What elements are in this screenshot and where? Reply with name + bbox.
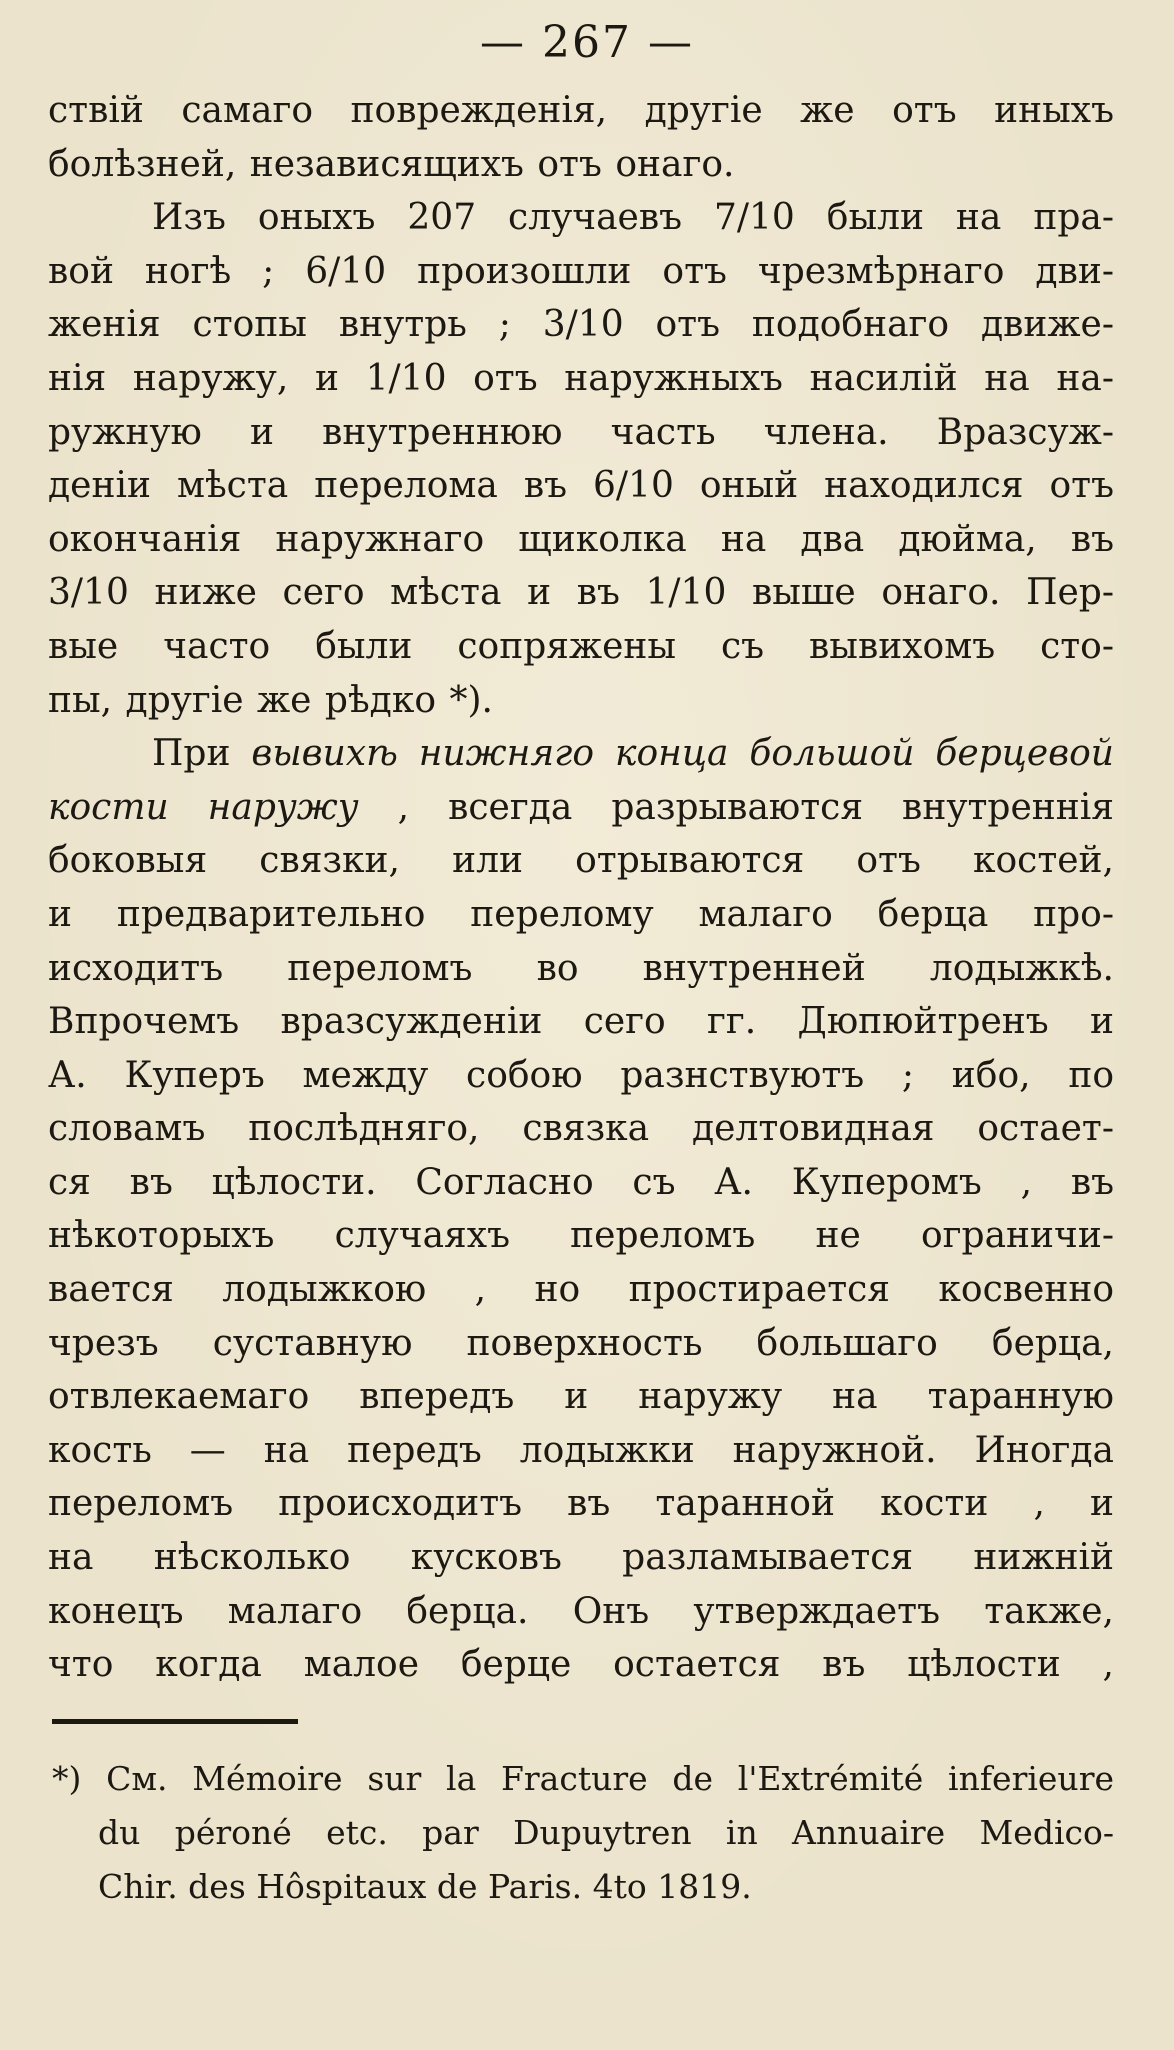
text-line: окончанія наружнаго щиколка на два дюйма, въ <box>48 518 1114 560</box>
text-fragment: , всегда разрываются внутреннія <box>358 786 1114 828</box>
footnote-line: *) См. Mémoire sur la Fracture de l'Extrémité inferieure <box>52 1759 1114 1798</box>
text-line: конецъ малаго берца. Онъ утверждаетъ также, <box>48 1590 1114 1632</box>
text-line: 3/10 ниже сего мѣста и въ 1/10 выше онаго. Пер- <box>48 572 1114 614</box>
text-line: и предварительно перелому малаго берца про- <box>48 893 1114 935</box>
text-line: вой ногѣ ; 6/10 произошли отъ чрезмѣрнаго дви- <box>48 250 1114 292</box>
text-line: что когда малое берце остается въ цѣлости , <box>48 1644 1114 1686</box>
text-line: нѣкоторыхъ случаяхъ переломъ не ограничи- <box>48 1215 1114 1257</box>
main-text <box>48 84 1114 1692</box>
text-line: вается лодыжкою , но простирается косвенно <box>48 1269 1114 1311</box>
text-line: А. Куперъ между собою разнствуютъ ; ибо, по <box>48 1054 1114 1096</box>
footnote-line: du péroné etc. par Dupuytren in Annuaire Medico- <box>98 1813 1114 1852</box>
paragraph-start-line: Изъ оныхъ 207 случаевъ 7/10 были на пра- <box>152 197 1114 239</box>
text-fragment: При <box>152 733 252 775</box>
text-line: женія стопы внутрь ; 3/10 отъ подобнаго движе- <box>48 304 1114 346</box>
text-line: нія наружу, и 1/10 отъ наружныхъ насилій на на- <box>48 357 1114 399</box>
text-line: отвлекаемаго впередъ и наружу на таранную <box>48 1376 1114 1418</box>
text-line: кость — на передъ лодыжки наружной. Иногда <box>48 1429 1114 1471</box>
italic-phrase: кости наружу <box>48 786 359 828</box>
text-line: переломъ происходитъ въ таранной кости , и <box>48 1483 1114 1525</box>
italic-phrase: вывихѣ нижняго конца большой берцевой <box>251 733 1114 775</box>
text-line: чрезъ суставную поверхность большаго берца, <box>48 1322 1114 1364</box>
footnote-rule <box>52 1719 298 1724</box>
text-line: Впрочемъ вразсужденіи сего гг. Дюпюйтренъ и <box>48 1001 1114 1043</box>
text-line: на нѣсколько кусковъ разламывается нижній <box>48 1537 1114 1579</box>
text-line: ствій самаго поврежденія, другіе же отъ иныхъ <box>48 90 1114 131</box>
text-line: словамъ послѣдняго, связка делтовидная остает- <box>48 1108 1114 1150</box>
footnote-line: Chir. des Hôspitaux de Paris. 4to 1819. <box>98 1867 752 1906</box>
text-line: вые часто были сопряжены съ вывихомъ сто- <box>48 625 1114 667</box>
text-line: пы, другіе же рѣдко *). <box>48 679 493 721</box>
text-line: боковыя связки, или отрываются отъ костей, <box>48 840 1114 882</box>
text-line: ся въ цѣлости. Согласно съ А. Куперомъ , въ <box>48 1161 1114 1203</box>
footnote <box>52 1752 1114 1914</box>
text-line: деніи мѣста перелома въ 6/10 оный находился отъ <box>48 465 1114 507</box>
paragraph-start-line <box>48 727 1114 781</box>
page-number: — 267 — <box>480 17 694 68</box>
text-line: ружную и внутреннюю часть члена. Вразсуж- <box>48 411 1114 453</box>
text-line <box>48 781 1114 835</box>
text-line: исходитъ переломъ во внутренней лодыжкѣ. <box>48 947 1114 989</box>
text-line: болѣзней, независящихъ отъ онаго. <box>48 143 735 185</box>
